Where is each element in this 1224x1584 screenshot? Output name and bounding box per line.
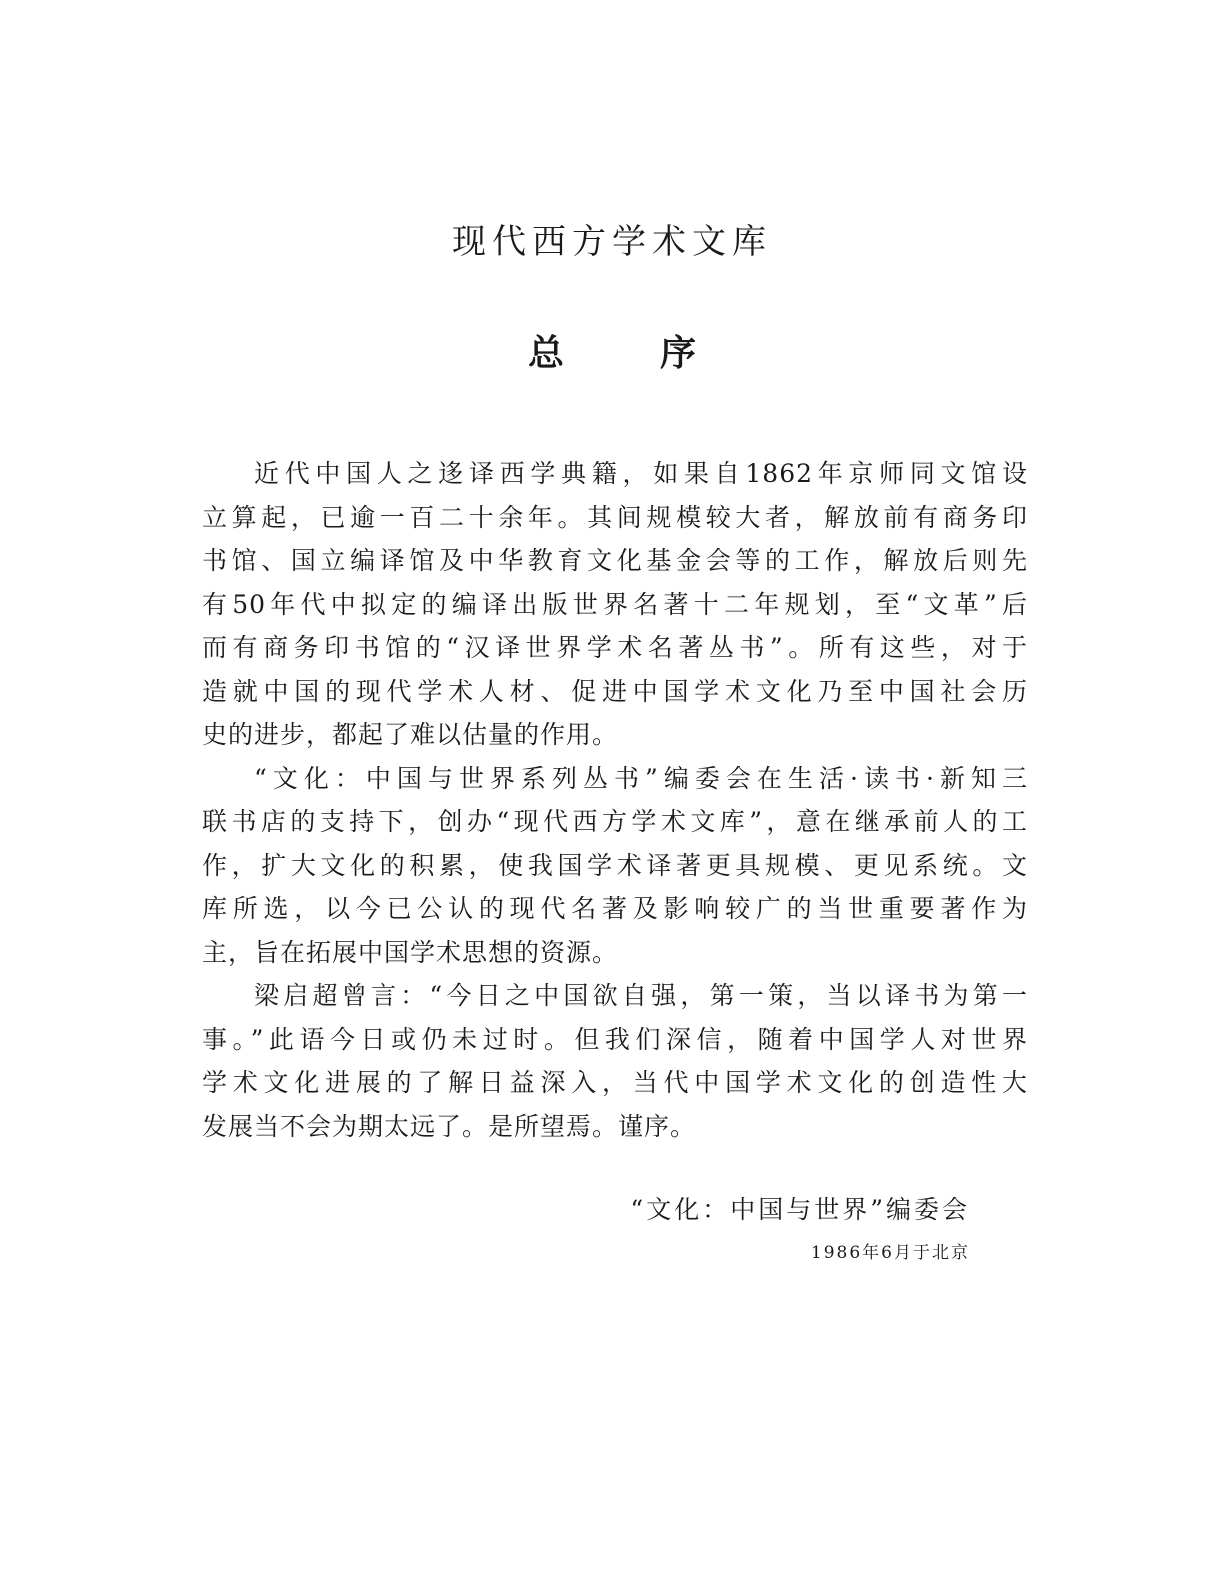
- paragraph-1-line-2: 立算起，已逾一百二十余年。其间规模较大者，解放前有商务印: [202, 502, 1028, 532]
- paragraph-2-line-2: 联书店的支持下，创办“现代西方学术文库”，意在继承前人的工: [202, 807, 1028, 836]
- paragraph-2-line-5: 主，旨在拓展中国学术思想的资源。: [202, 937, 619, 967]
- editorial-board-signature: “文化：中国与世界”编委会: [630, 1195, 970, 1224]
- preface-heading-char-1: 总: [527, 332, 564, 374]
- paragraph-1-line-5: 而有商务印书馆的“汉译世界学术名著丛书”。所有这些，对于: [202, 633, 1028, 662]
- paragraph-1-line-6: 造就中国的现代学术人材、促进中国学术文化乃至中国社会历: [202, 676, 1028, 706]
- paragraph-1-line-1: 近代中国人之迻译西学典籍，如果自1862年京师同文馆设: [254, 459, 1028, 488]
- paragraph-1-line-3: 书馆、国立编译馆及中华教育文化基金会等的工作，解放后则先: [202, 546, 1028, 575]
- paragraph-3-line-1: 梁启超曾言：“今日之中国欲自强，第一策，当以译书为第一: [254, 981, 1028, 1010]
- paragraph-1-line-4: 有50年代中拟定的编译出版世界名著十二年规划，至“文革”后: [202, 589, 1028, 619]
- paragraph-3-line-2: 事。”此语今日或仍未过时。但我们深信，随着中国学人对世界: [202, 1024, 1028, 1054]
- paragraph-2-line-3: 作，扩大文化的积累，使我国学术译著更具规模、更见系统。文: [202, 850, 1028, 880]
- paragraph-3-line-4: 发展当不会为期太远了。是所望焉。谨序。: [202, 1111, 697, 1141]
- paragraph-1-line-7: 史的进步，都起了难以估量的作用。: [202, 720, 619, 749]
- preface-heading: [0, 325, 1224, 376]
- signature-date: 1986年6月于北京: [810, 1243, 970, 1263]
- paragraph-2-line-4: 库所选，以今已公认的现代名著及影响较广的当世重要著作为: [202, 894, 1028, 923]
- paragraph-3-line-3: 学术文化进展的了解日益深入，当代中国学术文化的创造性大: [202, 1068, 1028, 1097]
- preface-body: [202, 452, 1028, 1148]
- series-title: 现代西方学术文库: [452, 222, 772, 262]
- preface-heading-char-2: 序: [660, 332, 697, 374]
- paragraph-2-line-1: “文化：中国与世界系列丛书”编委会在生活·读书·新知三: [254, 763, 1028, 793]
